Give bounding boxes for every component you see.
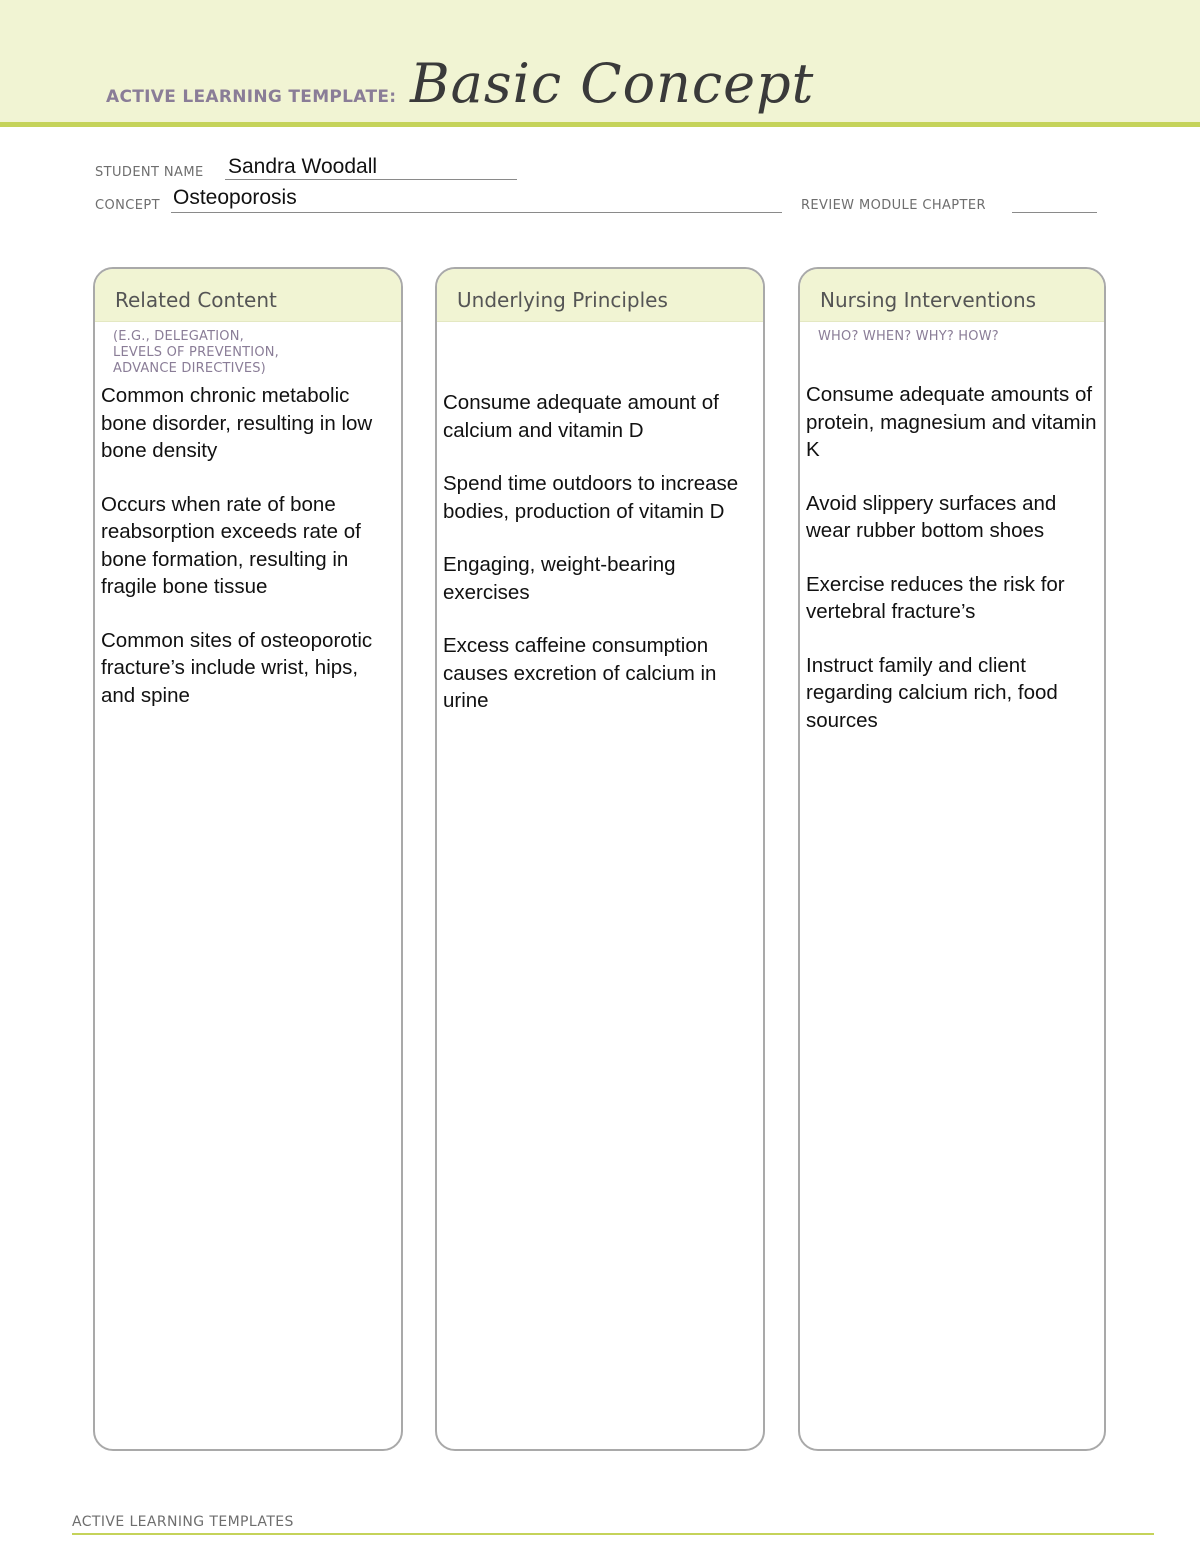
panel-header [95,269,401,322]
footer-rule [72,1533,1154,1535]
subtitle-line: WHO? WHEN? WHY? HOW? [818,329,999,344]
list-item: Consume adequate amount of calcium and vitamin D [443,391,719,442]
concept-label: CONCEPT [95,198,160,213]
list-item: Excess caffeine consumption causes excretion of calcium in urine [443,634,717,712]
student-name-label: STUDENT NAME [95,165,204,180]
subtitle-line: ADVANCE DIRECTIVES) [113,361,266,376]
panel-related-content [93,267,403,1451]
panel-body[interactable] [437,322,763,715]
review-module-label: REVIEW MODULE CHAPTER [801,198,986,213]
list-item: Common chronic metabolic bone disorder, resulting in low bone density [101,384,373,462]
panel-title: Related Content [115,288,277,312]
list-item: Instruct family and client regarding calcium rich, food sources [806,653,1058,732]
student-name-field[interactable]: Sandra Woodall [228,155,378,178]
panel-body[interactable] [800,345,1104,734]
list-item: Occurs when rate of bone reabsorption exceeds rate of bone formation, resulting in fragile bone tissue [101,492,361,598]
panel-title: Underlying Principles [457,288,668,312]
subtitle-line: (E.G., DELEGATION, [113,329,244,344]
footer-text: ACTIVE LEARNING TEMPLATES [72,1514,294,1530]
template-prefix: ACTIVE LEARNING TEMPLATE: [106,87,397,107]
review-module-line [1012,212,1097,213]
list-item: Spend time outdoors to increase bodies, production of vitamin D [443,472,739,523]
panel-body[interactable] [95,377,401,709]
student-name-line [225,179,517,180]
panel-header [437,269,763,322]
template-title: Basic Concept [410,52,815,115]
panel-subtitle [800,322,1104,345]
panel-header [800,269,1104,322]
subtitle-line: LEVELS OF PREVENTION, [113,345,280,360]
panel-underlying-principles [435,267,765,1451]
header-rule [0,122,1200,127]
panel-nursing-interventions [798,267,1106,1451]
list-item: Engaging, weight-bearing exercises [443,553,676,604]
list-item: Avoid slippery surfaces and wear rubber bottom shoes [806,491,1057,542]
panel-subtitle [95,322,401,377]
concept-field[interactable]: Osteoporosis [173,186,297,209]
panel-title: Nursing Interventions [820,288,1037,312]
list-item: Exercise reduces the risk for vertebral fracture’s [806,572,1065,623]
list-item: Consume adequate amounts of protein, magnesium and vitamin K [806,383,1097,461]
list-item: Common sites of osteoporotic fracture’s include wrist, hips, and spine [101,628,373,707]
concept-line [171,212,782,213]
